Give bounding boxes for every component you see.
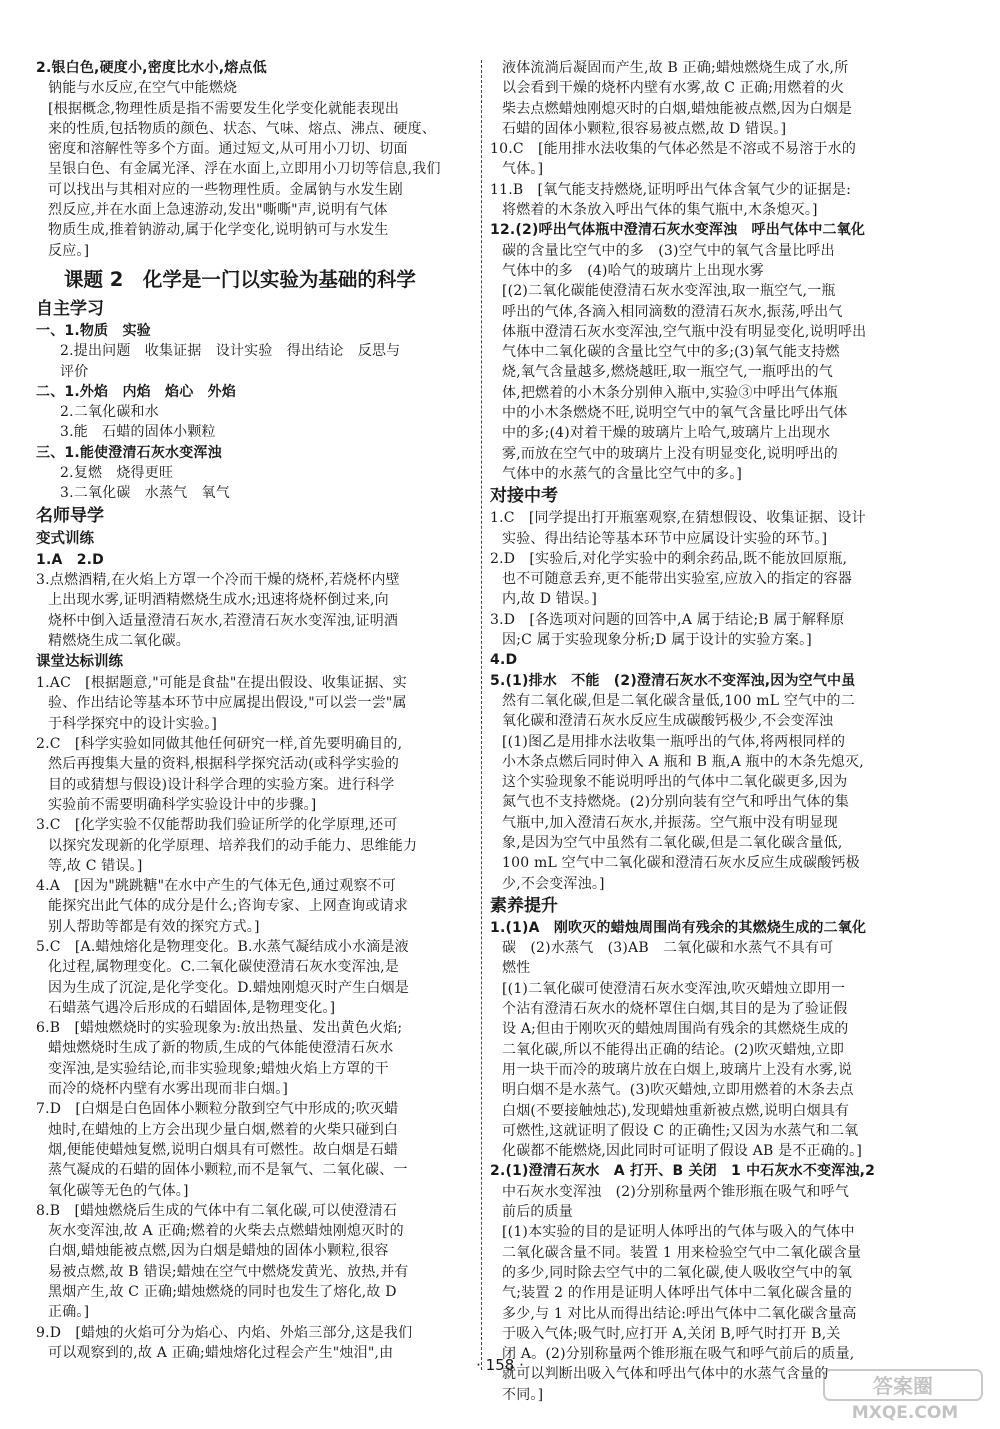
left-column — [36, 58, 472, 1363]
text-line: 变浑浊,是实验结论,而非实验现象;蜡烛火焰上方罩的干 — [48, 1060, 389, 1077]
text-line: 可以观察到的,故 A 正确;蜡烛熔化过程会产生"烛泪",由 — [48, 1344, 394, 1361]
text-line: 因为生成了沉淀,是化学变化。D.蜡烛刚熄灭时产生白烟是 — [48, 979, 410, 996]
text-line: 黑烟产生,故 C 正确;蜡烛燃烧的同时也发生了熔化,故 D — [48, 1284, 397, 1301]
text-line: 就可以判断出吸入气体和呼出气体中的水蒸气含量的 — [502, 1366, 829, 1383]
text-line: 少,不会变浑浊。] — [502, 875, 605, 892]
text-line: 物质生成,推着钠游动,属于化学变化,说明钠可与水发生 — [48, 222, 389, 239]
text-line: [根据概念,物理性质是指不需要发生化学变化就能表现出 — [48, 100, 400, 117]
text-line: 目的或猜想与假设)设计科学合理的实验方案。进行科学 — [48, 776, 395, 793]
text-line: 这个实验现象不能说明呼出的气体中二氧化碳更多,因为 — [502, 774, 848, 791]
text-line: 气瓶中,加入澄清石灰水,并振荡。空气瓶中没有明显现 — [502, 814, 838, 831]
text-line: 明白烟不是水蒸气。(3)吹灭蜡烛,立即用燃着的木条去点 — [502, 1082, 854, 1099]
text-line: 1.(1)A 刚吹灭的蜡烛周围尚有残余的其燃烧生成的二氧化 — [490, 919, 867, 936]
text-line: 于科学探究中的设计实验。] — [48, 715, 218, 732]
text-line: 实验、得出结论等基本环节中应属设计实验的环节。] — [502, 530, 828, 547]
text-line: 呈银白色、有金属光泽、浮在水面上,立即用小刀切等信息,我们 — [48, 161, 441, 178]
text-line: 1.A 2.D — [36, 551, 104, 568]
text-line: 可燃性,这就证明了假设 C 的正确性;又因为水蒸气和二氧 — [502, 1122, 859, 1139]
text-line: 3.点燃酒精,在火焰上方罩一个冷而干燥的烧杯,若烧杯内壁 — [36, 571, 400, 588]
text-line: 的多少,同时除去空气中的二氧化碳,使人吸收空气中的氧 — [502, 1264, 853, 1281]
text-line: 不同。] — [502, 1386, 544, 1403]
text-line: 2.复燃 烧得更旺 — [60, 465, 174, 482]
section-heading: 名师导学 — [36, 505, 104, 526]
text-line: 4.A [因为"跳跳糖"在水中产生的气体无色,通过观察不可 — [36, 878, 397, 895]
text-line: 柴去点燃蜡烛刚熄灭时的白烟,蜡烛能被点燃,因为白烟是 — [502, 100, 853, 117]
text-line: 因;C 属于实验现象分析;D 属于设计的实验方案。] — [502, 632, 812, 649]
text-line: 9.D [蜡烛的火焰可分为焰心、内焰、外焰三部分,这是我们 — [36, 1324, 413, 1341]
text-line: 中的多;(4)对着干燥的玻璃片上哈气,玻璃片上出现水 — [502, 425, 831, 442]
text-line: 密度和溶解性等多个方面。通过短文,从可用小刀切、切面 — [48, 141, 408, 158]
text-line: 2.提出问题 收集证据 设计实验 得出结论 反思与 — [60, 343, 401, 360]
text-line: 于吸入气体;吸气时,应打开 A,关闭 B,呼气时打开 B,关 — [502, 1325, 841, 1342]
text-line: 4.D — [490, 652, 518, 669]
text-line: 将燃着的木条放入呼出气体的集气瓶中,木条熄灭。] — [502, 202, 818, 219]
text-line: 多少,与 1 对比从而得出结论:呼出气体中二氧化碳含量高 — [502, 1305, 857, 1322]
text-line: 烧杯中倒入适量澄清石灰水,若澄清石灰水变浑浊,证明酒 — [48, 612, 399, 629]
text-line: 烈反应,并在水面上急速游动,发出"嘶嘶"声,说明有气体 — [48, 202, 388, 219]
text-line: 能探究出此气体的成分是什么;咨询专家、上网查询或请求 — [48, 898, 408, 915]
text-line: 3.D [各选项对问题的回答中,A 属于结论;B 属于解释原 — [490, 611, 845, 628]
text-line: 上出现水雾,证明酒精燃烧生成水;迅速将烧杯倒过来,向 — [48, 592, 389, 609]
text-line: [(2)二氧化碳能使澄清石灰水变浑浊,取一瓶空气,一瓶 — [502, 283, 836, 300]
text-line: 而冷的烧杯内壁有水雾出现而非白烟。] — [48, 1081, 289, 1098]
text-line: 易被点燃,故 B 错误;蜡烛在空气中燃烧发黄光、放热,并有 — [48, 1263, 409, 1280]
text-line: 体,把燃着的小木条分别伸入瓶中,实验③中呼出气体瓶 — [502, 384, 838, 401]
text-line: 可以找出与其相对应的一些物理性质。金属钠与水发生剧 — [48, 181, 403, 198]
section-heading: 课堂达标训练 — [36, 654, 123, 671]
text-line: 二氧化碳含量不同。装置 1 用来检验空气中二氧化碳含量 — [502, 1244, 862, 1261]
text-line: 10.C [能用排水法收集的气体必然是不溶或不易溶于水的 — [490, 141, 857, 158]
text-line: 蒸气凝成的石蜡的固体小颗粒,而不是氧气、二氧化碳、一 — [48, 1162, 408, 1179]
text-line: 二氧化碳,所以不能得出正确的结论。(2)吹灭蜡烛,立即 — [502, 1041, 845, 1058]
text-line: 碳的含量比空气中的多 (3)空气中的氧气含量比呼出 — [502, 242, 835, 259]
text-line: 化碳都不能燃烧,因此同时可证明了假设 AB 是不正确的。] — [502, 1143, 863, 1160]
text-line: 8.B [蜡烛燃烧后生成的气体中有二氧化碳,可以使澄清石 — [36, 1202, 398, 1219]
text-line: 灰水变浑浊,故 A 正确;燃着的火柴去点燃蜡烛刚熄灭时的 — [48, 1223, 404, 1240]
text-line: 也不可随意丢弃,更不能带出实验室,应放入的指定的容器 — [502, 571, 853, 588]
text-line: 2.银白色,硬度小,密度比水小,熔点低 — [36, 60, 267, 76]
text-line: 二、1.外焰 内焰 焰心 外焰 — [36, 383, 237, 400]
text-line: 1.AC [根据题意,"可能是食盐"在提出假设、收集证据、实 — [36, 675, 407, 692]
text-line: 3.二氧化碳 水蒸气 氧气 — [60, 485, 230, 502]
section-heading: 课题 2 化学是一门以实验为基础的科学 — [64, 267, 416, 291]
text-line: 中石灰水变浑浊 (2)分别称量两个锥形瓶在吸气和呼气 — [502, 1183, 850, 1200]
text-line: 2.(1)澄清石灰水 A 打开、B 关闭 1 中石灰水不变浑浊,2 — [490, 1163, 876, 1180]
text-line: 气体中的多 (4)哈气的玻璃片上出现水雾 — [502, 262, 764, 279]
watermark-logo-text: 答案圈 — [873, 1374, 933, 1398]
text-line: 内,故 D 错误。] — [502, 591, 598, 608]
text-line: 1.C [同学提出打开瓶塞观察,在猜想假设、收集证据、设计 — [490, 510, 866, 527]
text-line: 6.B [蜡烛燃烧时的实验现象为:放出热量、发出黄色火焰; — [36, 1020, 403, 1037]
text-line: 设 A;但由于刚吹灭的蜡烛周围尚有残余的其燃烧生成的 — [502, 1021, 849, 1038]
text-line: 白烟(不要接触烛芯),发现蜡烛重新被点燃,说明白烟具有 — [502, 1102, 850, 1119]
text-line: 3.C [化学实验不仅能帮助我们验证所学的化学原理,还可 — [36, 817, 398, 834]
section-heading: 变式训练 — [36, 530, 94, 547]
text-line: 2.C [科学实验如同做其他任何研究一样,首先要明确目的, — [36, 736, 403, 753]
text-line: 体瓶中澄清石灰水变浑浊,空气瓶中没有明显变化,说明呼出 — [502, 323, 867, 340]
text-line: 一、1.物质 实验 — [36, 322, 151, 339]
column-divider — [481, 60, 482, 1370]
text-line: 氧化碳和澄清石灰水反应生成碳酸钙极少,不会变浑浊 — [502, 713, 834, 730]
section-heading: 自主学习 — [36, 298, 104, 319]
text-line: 石蜡的固体小颗粒,很容易被点燃,故 D 错误。] — [502, 120, 787, 137]
text-line: 雾,而放在空气中的玻璃片上没有明显变化,说明呼出的 — [502, 445, 838, 462]
watermark-logo — [820, 1368, 990, 1424]
text-line: 气体中的水蒸气的含量比空气中的多。] — [502, 465, 743, 482]
page-number: · 158 · — [476, 1356, 524, 1374]
text-line: 3.能 石蜡的固体小颗粒 — [60, 424, 216, 441]
text-line: 正确。] — [48, 1304, 90, 1321]
text-line: 液体流淌后凝固而产生,故 B 正确;蜡烛燃烧生成了水,所 — [502, 60, 849, 76]
text-line: 烛时,在蜡烛的上方会出现少量白烟,燃着的火柴只碰到白 — [48, 1121, 399, 1138]
text-line: 氧化碳等无色的气体。] — [48, 1182, 189, 1199]
text-line: 实验前不需要明确科学实验设计中的步骤。] — [48, 796, 317, 813]
text-line: 个沾有澄清石灰水的烧杯罩住白烟,其目的是为了验证假 — [502, 1001, 848, 1018]
text-line: 然后再搜集大量的资料,根据科学探究活动(或科学实验的 — [48, 756, 400, 773]
text-line: 中的小木条燃烧不旺,说明空气中的氧气含量比呼出气体 — [502, 405, 848, 422]
text-line: 石蜡蒸气遇冷后形成的石蜡固体,是物理变化。] — [48, 999, 336, 1016]
text-line: [(1)图乙是用排水法收集一瓶呼出的气体,将两根同样的 — [502, 733, 846, 750]
right-column — [490, 58, 962, 1405]
text-line: 烧,氧气含量越多,燃烧越旺,取一瓶空气,一瓶呼出的气 — [502, 364, 833, 381]
text-line: 用一块干而冷的玻璃片放在白烟上,玻璃片上没有水雾,说 — [502, 1061, 853, 1078]
text-line: 5.C [A.蜡烛熔化是物理变化。B.水蒸气凝结成小水滴是液 — [36, 938, 409, 955]
text-line: 2.D [实验后,对化学实验中的剩余药品,既不能放回原瓶, — [490, 550, 848, 567]
text-line: 评价 — [60, 363, 89, 380]
section-heading: 素养提升 — [490, 895, 558, 916]
text-line: 5.(1)排水 不能 (2)澄清石灰水不变浑浊,因为空气中虽 — [490, 672, 856, 689]
section-heading: 对接中考 — [490, 486, 558, 507]
text-line: 气;装置 2 的作用是证明人体呼出气体中二氧化碳含量的 — [502, 1285, 852, 1302]
text-line: 验、作出结论等基本环节中应属提出假设,"可以尝一尝"属 — [48, 695, 407, 712]
text-line: 前后的质量 — [502, 1204, 573, 1221]
text-line: 白烟,蜡烛能被点燃,因为白烟是蜡烛的固体小颗粒,很容 — [48, 1243, 389, 1260]
text-line: [(1)二氧化碳可使澄清石灰水变浑浊,吹灭蜡烛立即用一 — [502, 980, 846, 997]
text-line: 小木条点燃后同时伸入 A 瓶和 B 瓶,A 瓶中的木条先熄灭, — [502, 753, 864, 770]
text-line: [(1)本实验的目的是证明人体呼出的气体与吸入的气体中 — [502, 1224, 855, 1241]
text-line: 7.D [白烟是白色固体小颗粒分散到空气中形成的;吹灭蜡 — [36, 1101, 399, 1118]
text-line: 12.(2)呼出气体瓶中澄清石灰水变浑浊 呼出气体中二氧化 — [490, 222, 866, 239]
text-line: 蜡烛燃烧时生成了新的物质,生成的气体能使澄清石灰水 — [48, 1040, 394, 1057]
text-line: 钠能与水反应,在空气中能燃烧 — [48, 80, 238, 97]
text-line: 烟,便能使蜡烛复燃,说明白烟具有可燃性。故白烟是石蜡 — [48, 1141, 399, 1158]
text-line: 等,故 C 错误。] — [48, 857, 143, 874]
text-line: 碳 (2)水蒸气 (3)AB 二氧化碳和水蒸气不具有可 — [502, 940, 834, 957]
text-line: 100 mL 空气中二氧化碳和澄清石灰水反应生成碳酸钙极 — [502, 855, 860, 872]
text-line: 2.二氧化碳和水 — [60, 404, 159, 421]
text-line: 然有二氧化碳,但是二氧化碳含量低,100 mL 空气中的二 — [502, 692, 855, 709]
text-line: 闭 A。(2)分别称量两个锥形瓶在吸气和呼气前后的质量, — [502, 1346, 855, 1363]
text-line: 以探究发现新的化学原理、培养我们的动手能力、思维能力 — [48, 837, 418, 854]
text-line: 化过程,属物理变化。C.二氧化碳使澄清石灰水变浑浊,是 — [48, 959, 399, 976]
text-line: 气体中二氧化碳的含量比空气中的多;(3)氧气能支持燃 — [502, 344, 840, 361]
text-line: 燃性 — [502, 960, 531, 977]
text-line: 以会看到干燥的烧杯内壁有水雾,故 C 正确;用燃着的火 — [502, 80, 845, 97]
text-line: 气体。] — [502, 161, 544, 178]
text-line: 三、1.能使澄清石灰水变浑浊 — [36, 444, 222, 461]
text-line: 象,是因为空气中虽然有二氧化碳,但是二氧化碳含量低, — [502, 834, 843, 851]
watermark-site-text: MXQE.COM — [851, 1403, 959, 1423]
text-line: 别人帮助等都是有效的探究方式。] — [48, 918, 260, 935]
text-line: 精燃烧生成二氧化碳。 — [48, 632, 190, 649]
text-line: 反应。] — [48, 242, 90, 259]
text-line: 氮气也不支持燃烧。(2)分别向装有空气和呼出气体的集 — [502, 794, 850, 811]
text-line: 11.B [氧气能支持燃烧,证明呼出气体含氧气少的证据是: — [490, 181, 851, 198]
text-line: 来的性质,包括物质的颜色、状态、气味、熔点、沸点、硬度、 — [48, 120, 437, 137]
text-line: 呼出的气体,各滴入相同滴数的澄清石灰水,振荡,呼出气 — [502, 303, 843, 320]
